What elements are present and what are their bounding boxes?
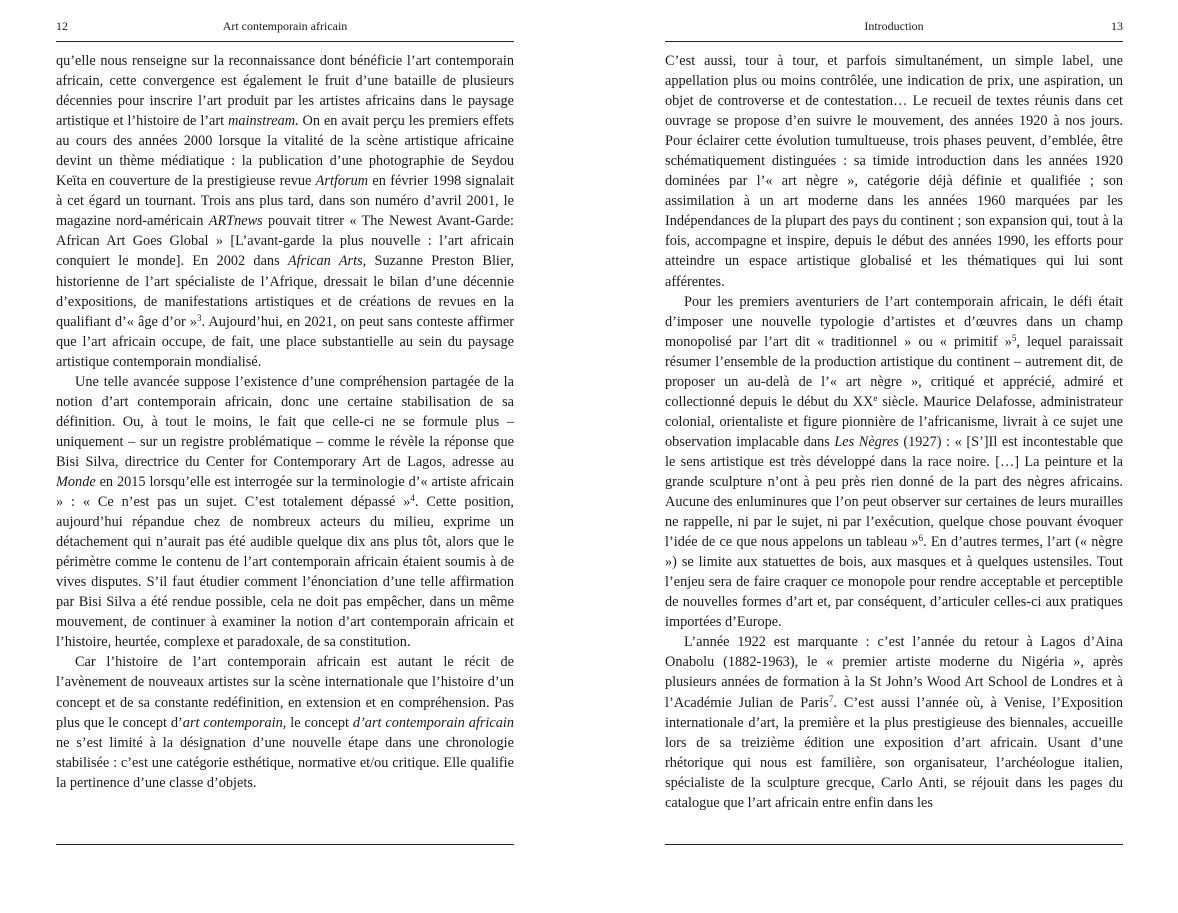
italic-text: Artforum	[315, 173, 369, 190]
italic-text: African Arts	[287, 253, 363, 270]
paragraph	[665, 51, 1123, 292]
text-run: qu’elle nous renseigne sur la reconnaissance dont bénéficie l’art contemporain africain, cette convergence est également le fruit d’une bataille de plusieurs décennies pour inscrire l’art produit par les artistes africains dans le paysage artistique et l’histoire de l’art	[56, 53, 514, 130]
footnote-ref: 6	[918, 533, 924, 544]
text-run: . C’est aussi l’année où, à Venise, l’Exposition internationale d’art, la première et la plus prestigieuse des biennales, accueille lors de sa treizième édition une exposition d’art africain. Usant d’une rhétorique qui nous est familière, son organisateur, l’archéologue italien, spécialiste de la sculpture grecque, Carlo Anti, se réjouit dans les pages du catalogue que l’art africain entre enfin dans les	[665, 694, 1123, 811]
text-run: . Aujourd’hui, en 2021, on peut sans conteste affirmer que l’art africain occupe, de fait, une place substantielle au sein du paysage artistique contemporain mondialisé.	[56, 313, 514, 370]
footnote-ref: 7	[828, 693, 834, 704]
running-title: Art contemporain africain	[222, 19, 348, 33]
footnote-ref: 4	[410, 493, 415, 504]
footnote-ref: 5	[1011, 332, 1017, 343]
text-run: C’est aussi, tour à tour, et parfois simultanément, un simple label, une appellation plus ou moins contrôlée, une indication de prix, une aspiration, un objet de controverse et de contestation… Le recueil de textes réunis dans cet ouvrage se propose d’en suivre le mouvement, des années 1920 à nos jours. Pour éclairer cette évolution tumultueuse, trois phases peuvent, d’emblée, être schématiquement distinguées : sa timide introduction dans les années 1920 dominées par l’« art nègre », catégorie déjà définie et qualifiée ; son assimilation à un art moderne dans les années 1960 marquées par les Indépendances de la plupart des pays du continent ; son expansion qui, tout à la fois, accompagne et inspire, depuis le début des années 1990, les efforts pour atteindre un espace artistique globalisé et les thématiques qui lui sont afférentes.	[665, 53, 1123, 290]
text-run: L’année 1922 est marquante : c’est l’année du retour à Lagos d’Aina Onabolu (1882-1963), le « premier artiste moderne du Nigéria », après plusieurs années de formation à la St John’s Wood Art School de Londres et à l’Académie Julian de Paris	[665, 634, 1123, 711]
footer-rule	[56, 844, 514, 845]
paragraph	[56, 372, 514, 653]
left-running-head	[56, 16, 514, 36]
italic-text: ARTnews	[208, 213, 263, 230]
footer-rule	[665, 844, 1123, 845]
paragraph	[56, 652, 514, 792]
right-running-head	[665, 16, 1123, 36]
text-run: . En d’autres termes, l’art (« nègre ») se limite aux statuettes de bois, aux masques et à quelques ustensiles. Tout l’enjeu sera de faire craquer ce monopole pour rendre acceptable et perceptible de nouvelles formes d’art et, par conséquent, d’articuler celles-ci aux pratiques importées d’Europe.	[665, 534, 1123, 631]
text-run: ne s’est limité à la désignation d’une nouvelle étape dans une chronologie stabilisée : c’est une catégorie esthétique, normative et/ou critique. Elle qualifie la pertinence d’une classe d’objets.	[56, 734, 514, 791]
text-run: en 2015 lorsqu’elle est interrogée sur la terminologie d’« artiste africain » : « Ce n’est pas un sujet. C’est totalement dépassé »	[56, 473, 514, 511]
text-run: . Cette position, aujourd’hui répandue chez de nombreux acteurs du milieu, exprime un détachement qui n’aurait pas été audible quelque dix ans plus tôt, alors que le périmètre comme le contenu de l’art contemporain africain étaient soumis à de vives disputes. S’il faut étudier comment l’énonciation d’une telle affirmation par Bisi Silva a été rendue possible, cela ne doit pas empêcher, dans un même mouvement, de continuer à examiner la notion d’art contemporain africain et l’histoire, heurtée, complexe et paradoxale, de sa constitution.	[56, 494, 514, 651]
italic-text: Monde	[56, 473, 96, 490]
italic-text: mainstream	[228, 113, 296, 130]
text-run: Car l’histoire de l’art contemporain africain est autant le récit de l’avènement de nouveaux artistes sur la scène internationale que l’histoire d’un concept et de sa constante redéfinition, en extension et en compréhension. Pas plus que le concept d’	[56, 654, 514, 731]
page-number: 13	[1111, 19, 1123, 33]
footnote-ref: e	[873, 392, 878, 403]
left-page	[56, 0, 514, 913]
running-title: Introduction	[864, 19, 924, 33]
body-text	[665, 51, 1123, 813]
text-run: Pour les premiers aventuriers de l’art contemporain africain, le défi était d’imposer une nouvelle typologie d’artistes et d’œuvres dans un champ monopolisé par l’art dit « traditionnel » ou « primitif »	[665, 293, 1123, 350]
page-number: 12	[56, 19, 68, 33]
text-run: pouvait titrer « The Newest Avant-Garde: African Art Goes Global » [L’avant-garde la plus nouvelle : l’art africain conquiert le monde]. En 2002 dans	[56, 213, 514, 270]
header-rule	[665, 41, 1123, 42]
text-run: , lequel paraissait résumer l’ensemble de la production artistique du continent – autrement dit, de proposer un au-delà de l’« art nègre », critiqué et apprécié, admiré et collectionné depuis le début du XX	[665, 333, 1123, 410]
text-run: le concept	[286, 714, 353, 731]
italic-text: art contemporain,	[182, 714, 287, 731]
footnote-ref: 3	[197, 312, 202, 323]
body-text	[56, 51, 514, 793]
text-run: en février 1998 signalait à cet égard un tournant. Trois ans plus tard, dans son numéro d’avril 2001, le magazine nord-américain	[56, 173, 515, 230]
text-run: siècle. Maurice Delafosse, administrateur colonial, orientaliste et figure pionnière de l’africanisme, livrait à ce sujet une observation implacable dans	[665, 393, 1123, 450]
right-page	[665, 0, 1123, 913]
italic-text: d’art contemporain africain	[352, 714, 514, 731]
paragraph	[665, 632, 1123, 812]
italic-text: Les Nègres	[834, 433, 899, 450]
header-rule	[56, 41, 514, 42]
text-run: Une telle avancée suppose l’existence d’une compréhension partagée de la notion d’art contemporain africain, donc une certaine stabilisation de sa définition. Ou, à tout le moins, le fait que celle-ci ne se formule plus – uniquement – sur un registre problématique – comme le révèle la réponse que Bisi Silva, directrice du Center for Contemporary Art de Lagos, adresse au	[56, 373, 514, 470]
text-run: , Suzanne Preston Blier, historienne de l’art spécialiste de l’Afrique, dressait le bilan d’une décennie d’expositions, de manifestations artistiques et de créations de revues en la qualifiant d’« âge d’or »	[56, 253, 514, 330]
text-run: . On en avait perçu les premiers effets au cours des années 2000 lorsque la vitalité de la scène artistique africaine devint un thème médiatique : la publication d’une photographie de Seydou Keïta en couverture de la prestigieuse revue	[56, 113, 514, 190]
paragraph	[665, 292, 1123, 633]
text-run: (1927) : « [S’]Il est incontestable que le sens artistique est très développé dans la race noire. […] La peinture et la grande sculpture n’ont à peu près rien donné de la part des nègres africains. Aucune des enluminures que l’on peut observer sur certaines de leurs murailles ne rappelle, ni par le sujet, ni par l’exécution, quelque chose pouvant évoquer l’idée de ce que nous appelons un tableau »	[665, 433, 1123, 551]
paragraph	[56, 51, 514, 372]
